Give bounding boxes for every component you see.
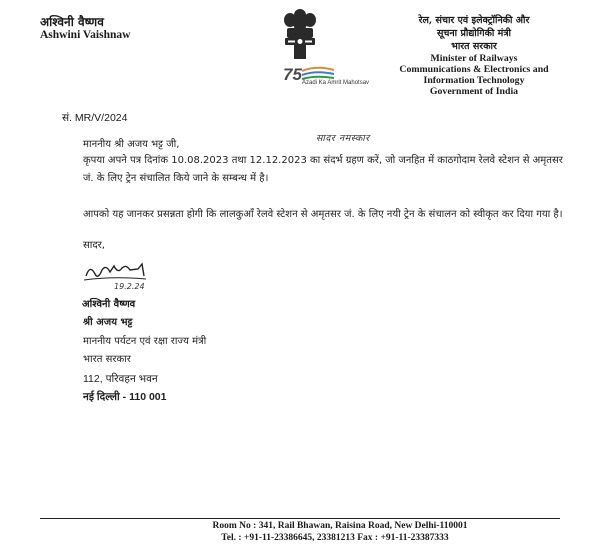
signatory-name: अश्विनी वैष्णव <box>82 299 136 310</box>
recipient-address <box>83 314 206 407</box>
recipient-name: श्री अजय भट्ट <box>83 317 133 328</box>
office-english-line: Communications & Electronics and <box>399 64 549 75</box>
azadi-logo-text: Azadi Ka Amrit Mahotsav <box>302 80 370 86</box>
office-english-line: Government of India <box>429 86 519 97</box>
salutation: माननीय श्री अजय भट्ट जी, <box>83 139 180 150</box>
office-hindi-line: सूचना प्रौद्योगिकी मंत्री <box>436 28 512 39</box>
letter-paragraph-2: आपको यह जानकर प्रसन्नता होगी कि लालकुआँ रेलवे स्टेशन से अमृतसर जं. के लिए नयी ट्रेन के संचालन को स्वीकृत कर दिया गया है। <box>83 209 563 220</box>
office-hindi-line: रेल, संचार एवं इलेक्ट्रॉनिकी और <box>418 15 530 26</box>
office-designation-block <box>374 14 574 97</box>
footer-contact: Tel. : +91-11-23386645, 23381213 Fax : +91-11-23387333 <box>221 533 449 543</box>
recipient-street: 112, परिवहन भवन <box>83 372 158 385</box>
handwritten-greeting: सादर नमस्कार <box>316 133 370 144</box>
recipient-city: नई दिल्ली - 110 001 <box>83 391 167 403</box>
reference-number: सं. MR/V/2024 <box>62 112 128 124</box>
svg-text:75: 75 <box>283 65 302 84</box>
signature-date: 19.2.24 <box>114 282 145 291</box>
recipient-organization: भारत सरकार <box>83 354 131 365</box>
footer-divider <box>40 518 560 519</box>
sender-name-hindi: अश्विनी वैष्णव <box>40 15 104 29</box>
closing-line: सादर, <box>83 240 105 251</box>
sender-name-english: Ashwini Vaishnaw <box>40 29 131 41</box>
national-emblem-icon <box>272 6 328 62</box>
azadi-ka-amrit-mahotsav-logo <box>282 64 342 94</box>
office-english-line: Minister of Railways <box>430 53 518 64</box>
handwritten-signature <box>82 260 162 300</box>
letter-paragraph-1: कृपया अपने पत्र दिनांक 10.08.2023 तथा 12.12.2023 का संदर्भ ग्रहण करें, जो जनहित में काठगोदाम रेलवे स्टेशन से अमृतसर जं. के लिए ट्रेन संचालित किये जाने के सम्बन्ध में है। <box>83 155 563 184</box>
office-english-line: Information Technology <box>423 75 525 86</box>
recipient-designation: माननीय पर्यटन एवं रक्षा राज्य मंत्री <box>83 335 207 347</box>
office-hindi-line: भारत सरकार <box>451 41 497 52</box>
footer-address: Room No : 341, Rail Bhawan, Raisina Road, New Delhi-110001 <box>212 521 468 531</box>
